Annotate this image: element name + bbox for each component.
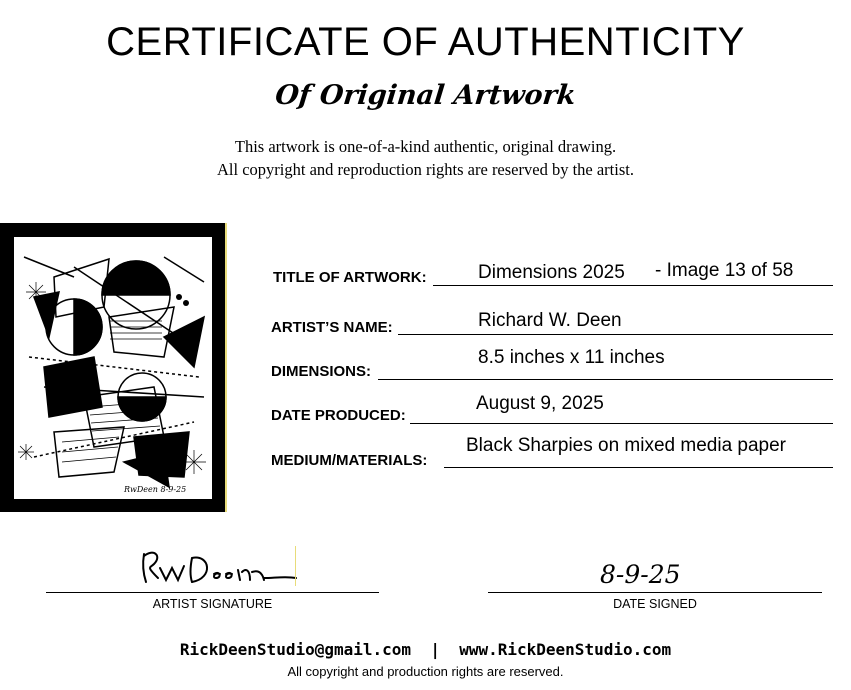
- date-signed-value: 8-9-25: [600, 560, 681, 589]
- dimensions-line: [378, 379, 833, 380]
- medium-materials-label: MEDIUM/MATERIALS:: [271, 452, 428, 469]
- artwork-frame: [0, 223, 226, 512]
- medium-materials-line: [444, 467, 833, 468]
- dimensions-label: DIMENSIONS:: [271, 363, 372, 380]
- artist-signature-line: [46, 592, 379, 593]
- date-signed-line: [488, 592, 822, 593]
- certificate-title: CERTIFICATE OF AUTHENTICITY: [106, 20, 745, 64]
- medium-materials-value: Black Sharpies on mixed media paper: [466, 435, 787, 456]
- intro-line-2: All copyright and reproduction rights are reserved by the artist.: [217, 160, 634, 179]
- intro-line-1: This artwork is one-of-a-kind authentic, original drawing.: [234, 137, 617, 156]
- artwork-image: [14, 237, 212, 499]
- date-produced-label: DATE PRODUCED:: [271, 407, 406, 424]
- date-produced-line: [410, 423, 833, 424]
- artist-signature-image: [140, 548, 300, 588]
- abstract-drawing: [14, 237, 212, 499]
- frame-edge: [225, 223, 227, 512]
- artists-name-value: Richard W. Deen: [478, 310, 622, 331]
- title-of-artwork-value: Dimensions 2025: [478, 262, 625, 283]
- footer-note: All copyright and production rights are reserved.: [287, 664, 564, 679]
- title-of-artwork-line: [433, 285, 833, 286]
- signature-divider: [295, 546, 296, 586]
- title-of-artwork-suffix: - Image 13 of 58: [655, 260, 794, 281]
- artwork-embedded-signature: RwDeen 8-9-25: [124, 485, 187, 494]
- dimensions-value: 8.5 inches x 11 inches: [478, 347, 665, 368]
- date-signed-caption: DATE SIGNED: [613, 597, 697, 611]
- footer-contact: RickDeenStudio@gmail.com | www.RickDeenStudio.com: [179, 640, 672, 659]
- date-produced-value: August 9, 2025: [476, 393, 604, 414]
- artists-name-line: [398, 334, 833, 335]
- certificate-subtitle: Of Original Artwork: [273, 80, 578, 111]
- title-of-artwork-label: TITLE OF ARTWORK:: [273, 269, 427, 286]
- artist-signature-caption: ARTIST SIGNATURE: [152, 597, 273, 611]
- artists-name-label: ARTIST’S NAME:: [271, 319, 393, 336]
